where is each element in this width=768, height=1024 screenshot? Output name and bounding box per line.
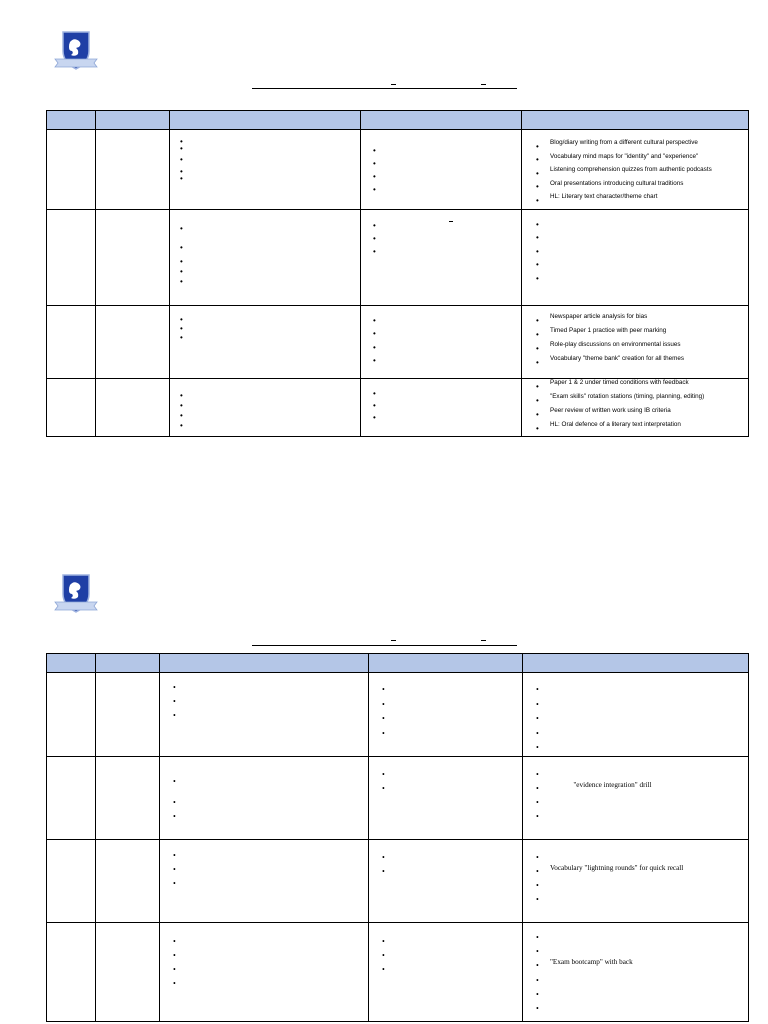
list-item (373, 170, 521, 183)
title-dash (391, 640, 396, 641)
header-cell (170, 111, 361, 130)
scheme-of-work-table (46, 653, 749, 1022)
list-item (536, 945, 748, 959)
list-item (382, 782, 522, 796)
topics-cell (170, 379, 361, 437)
header-cell (47, 111, 96, 130)
activities-cell (523, 839, 749, 922)
skills-cell (369, 756, 523, 839)
list-item (180, 411, 360, 421)
weeks-cell (96, 922, 160, 1021)
list-item (180, 333, 360, 342)
term-cell (47, 673, 96, 757)
weeks-cell (96, 306, 170, 379)
header-cell (361, 111, 522, 130)
list-item (173, 949, 368, 963)
header-cell (160, 654, 369, 673)
term-cell (47, 756, 96, 839)
activities-cell (522, 379, 749, 437)
list-item (536, 259, 748, 273)
list-item (382, 851, 522, 865)
activities-cell (523, 922, 749, 1021)
list-item (173, 768, 368, 796)
list-item (536, 893, 748, 907)
list-item (173, 695, 368, 709)
list-item (373, 314, 521, 328)
list-item (536, 741, 748, 756)
list-item (536, 810, 748, 824)
skills-cell (361, 210, 522, 306)
list-item: • Timed Paper 1 practice with peer marking (536, 328, 748, 342)
topics-cell (170, 306, 361, 379)
inline-dash (449, 221, 453, 222)
activities-cell (522, 306, 749, 379)
term-cell (47, 379, 96, 437)
header-cell (96, 111, 170, 130)
list-item (536, 272, 748, 286)
list-item (173, 849, 368, 863)
title-dash (481, 640, 486, 641)
list-item: • Newspaper article analysis for bias (536, 314, 748, 328)
list-item (180, 277, 360, 287)
topics-cell (160, 839, 369, 922)
list-item: • Vocabulary "lightning rounds" for quick recall (536, 865, 748, 879)
list-item (180, 152, 360, 168)
list-item: • Blog/diary writing from a different cultural perspective (536, 140, 748, 154)
term-cell (47, 306, 96, 379)
list-item (382, 727, 522, 742)
table-row (47, 922, 749, 1021)
weeks-cell (96, 756, 160, 839)
header-cell (96, 654, 160, 673)
list-item (373, 157, 521, 170)
list-item: • Paper 1 & 2 under timed conditions with feedback (536, 380, 748, 394)
list-item (536, 768, 748, 782)
list-item: • Vocabulary mind maps for "identity" and "experience" (536, 154, 748, 168)
header-cell (369, 654, 523, 673)
table-header-row (47, 111, 749, 130)
list-item (373, 232, 521, 245)
list-item (382, 963, 522, 977)
list-item (536, 727, 748, 742)
term-cell (47, 130, 96, 210)
list-item (382, 935, 522, 949)
title-underline (252, 88, 517, 89)
table-row (47, 839, 749, 922)
weeks-cell (96, 673, 160, 757)
school-crest-logo (54, 29, 98, 71)
list-item (373, 219, 521, 232)
topics-cell (160, 756, 369, 839)
list-item (180, 138, 360, 145)
scheme-of-work-table (46, 110, 749, 437)
list-item (173, 935, 368, 949)
list-item (382, 712, 522, 727)
list-item (373, 400, 521, 412)
table-row (47, 756, 749, 839)
table-row (47, 673, 749, 757)
list-item (536, 879, 748, 893)
skills-cell (369, 673, 523, 757)
list-item (180, 391, 360, 401)
list-item (180, 238, 360, 257)
topics-cell (170, 210, 361, 306)
list-item (373, 412, 521, 424)
activities-cell (522, 210, 749, 306)
list-item (180, 421, 360, 431)
list-item: • HL: Oral defence of a literary text interpretation (536, 422, 748, 436)
list-item (382, 683, 522, 698)
table-row (47, 379, 749, 437)
list-item (173, 810, 368, 824)
list-item (536, 712, 748, 727)
skills-cell (361, 379, 522, 437)
list-item (173, 796, 368, 810)
list-item: • HL: Literary text character/theme chart (536, 194, 748, 208)
list-item (382, 768, 522, 782)
list-item (373, 355, 521, 369)
list-item (373, 388, 521, 400)
list-item (536, 698, 748, 713)
list-item (373, 245, 521, 258)
list-item (536, 931, 748, 945)
list-item (536, 1002, 748, 1016)
school-crest-logo (54, 572, 98, 614)
list-item (536, 245, 748, 259)
list-item (536, 683, 748, 698)
list-item (180, 315, 360, 324)
list-item (536, 232, 748, 246)
skills-cell (361, 130, 522, 210)
weeks-cell (96, 130, 170, 210)
list-item: • Vocabulary "theme bank" creation for all themes (536, 356, 748, 370)
table-row (47, 210, 749, 306)
list-item: • Peer review of written work using IB criteria (536, 408, 748, 422)
list-item (173, 877, 368, 891)
list-item: • Role-play discussions on environmental issues (536, 342, 748, 356)
term-cell (47, 210, 96, 306)
list-item (382, 865, 522, 879)
list-item (173, 709, 368, 723)
topics-cell (160, 673, 369, 757)
list-item (180, 168, 360, 175)
skills-cell (361, 306, 522, 379)
topics-cell (160, 922, 369, 1021)
table-row (47, 130, 749, 210)
list-item (180, 401, 360, 411)
list-item (373, 144, 521, 157)
table-header-row (47, 654, 749, 673)
list-item (382, 698, 522, 713)
skills-cell (369, 922, 523, 1021)
header-cell (522, 111, 749, 130)
list-item (180, 324, 360, 333)
weeks-cell (96, 210, 170, 306)
list-item (536, 974, 748, 988)
weeks-cell (96, 839, 160, 922)
list-item: • Listening comprehension quizzes from authentic podcasts (536, 167, 748, 181)
list-item: • "evidence integration" drill (536, 782, 748, 796)
list-item (173, 963, 368, 977)
list-item (373, 183, 521, 196)
term-cell (47, 839, 96, 922)
list-item (173, 681, 368, 695)
list-item (536, 988, 748, 1002)
weeks-cell (96, 379, 170, 437)
activities-cell (522, 130, 749, 210)
list-item (180, 175, 360, 182)
title-dash (391, 84, 396, 85)
title-dash (481, 84, 486, 85)
table-row (47, 306, 749, 379)
list-item: • "Exam skills" rotation stations (timing, planning, editing) (536, 394, 748, 408)
topics-cell (170, 130, 361, 210)
list-item (180, 219, 360, 238)
list-item (536, 796, 748, 810)
list-item (373, 341, 521, 355)
term-cell (47, 922, 96, 1021)
list-item: • Oral presentations introducing cultural traditions (536, 181, 748, 195)
header-cell (47, 654, 96, 673)
list-item (180, 145, 360, 152)
list-item (373, 328, 521, 342)
skills-cell (369, 839, 523, 922)
header-cell (523, 654, 749, 673)
list-item (173, 977, 368, 991)
list-item: • "Exam bootcamp" with back (536, 959, 748, 974)
list-item (536, 218, 748, 232)
activities-cell (523, 673, 749, 757)
activities-cell (523, 756, 749, 839)
list-item (536, 851, 748, 865)
title-underline (252, 645, 517, 646)
list-item (173, 863, 368, 877)
list-item (180, 257, 360, 267)
list-item (180, 267, 360, 277)
list-item (382, 949, 522, 963)
